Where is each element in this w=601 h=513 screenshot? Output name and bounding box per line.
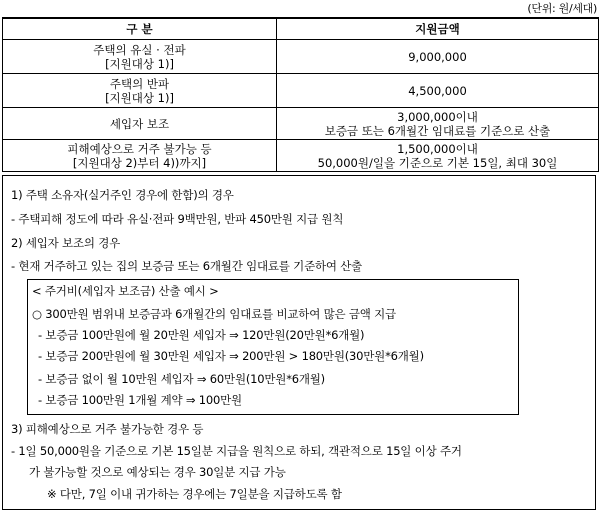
- row-amount: 3,000,000이내 보증금 또는 6개월간 임대료를 기준으로 산출: [277, 108, 599, 140]
- example-box: [27, 279, 519, 415]
- example-title: < 주거비(세입자 보조금) 산출 예시 >: [32, 284, 219, 298]
- support-amount-table: [2, 17, 599, 172]
- row-category: 피해예상으로 거주 불가능 등 [지원대상 2)부터 4))까지]: [3, 140, 277, 172]
- header-amount: 지원금액: [277, 18, 599, 40]
- notes-box: [2, 175, 596, 510]
- note-2-body: - 현재 거주하고 있는 집의 보증금 또는 6개월간 임대료를 기준하여 산출: [11, 259, 363, 273]
- row-category: 주택의 반파 [지원대상 1)]: [3, 74, 277, 108]
- row-category: 주택의 유실 · 전파 [지원대상 1)]: [3, 40, 277, 74]
- example-item: - 보증금 200만원에 월 30만원 세입자 ⇒ 200만원 > 180만원(30만원*6개월): [38, 349, 424, 363]
- row-category: 세입자 보조: [3, 108, 277, 140]
- table-row: [3, 74, 599, 108]
- example-item: - 보증금 100만원에 월 20만원 세입자 ⇒ 120만원(20만원*6개월): [38, 328, 365, 342]
- note-1-title: 1) 주택 소유자(실거주인 경우에 한함)의 경우: [11, 188, 234, 202]
- table-row: [3, 108, 599, 140]
- row-amount: 1,500,000이내 50,000원/일을 기준으로 기본 15일, 최대 30일: [277, 140, 599, 172]
- example-item: - 보증금 없이 월 10만원 세입자 ⇒ 60만원(10만원*6개월): [38, 372, 325, 386]
- note-1-body: - 주택피해 정도에 따라 유실·전파 9백만원, 반파 450만원 지급 원칙: [11, 212, 344, 226]
- row-amount: 9,000,000: [277, 40, 599, 74]
- note-3-remark: ※ 다만, 7일 이내 귀가하는 경우에는 7일분을 지급하도록 함: [47, 487, 342, 501]
- row-amount: 4,500,000: [277, 74, 599, 108]
- note-3-body-cont: 가 불가능할 것으로 예상되는 경우 30일분 지급 가능: [29, 465, 286, 479]
- note-3-body: - 1일 50,000원을 기준으로 기본 15일분 지급을 원칙으로 하되, 객관적으로 15일 이상 주거: [11, 444, 462, 458]
- note-2-title: 2) 세입자 보조의 경우: [11, 236, 121, 250]
- example-intro: ○ 300만원 범위내 보증금과 6개월간의 임대료를 비교하여 많은 금액 지급: [32, 307, 396, 321]
- table-header-row: [3, 18, 599, 40]
- table-row: [3, 140, 599, 172]
- example-item: - 보증금 100만원 1개월 계약 ⇒ 100만원: [38, 393, 242, 407]
- note-3-title: 3) 피해예상으로 거주 불가능한 경우 등: [11, 422, 204, 436]
- header-category: 구 분: [3, 18, 277, 40]
- unit-label: (단위: 원/세대): [527, 2, 597, 15]
- table-row: [3, 40, 599, 74]
